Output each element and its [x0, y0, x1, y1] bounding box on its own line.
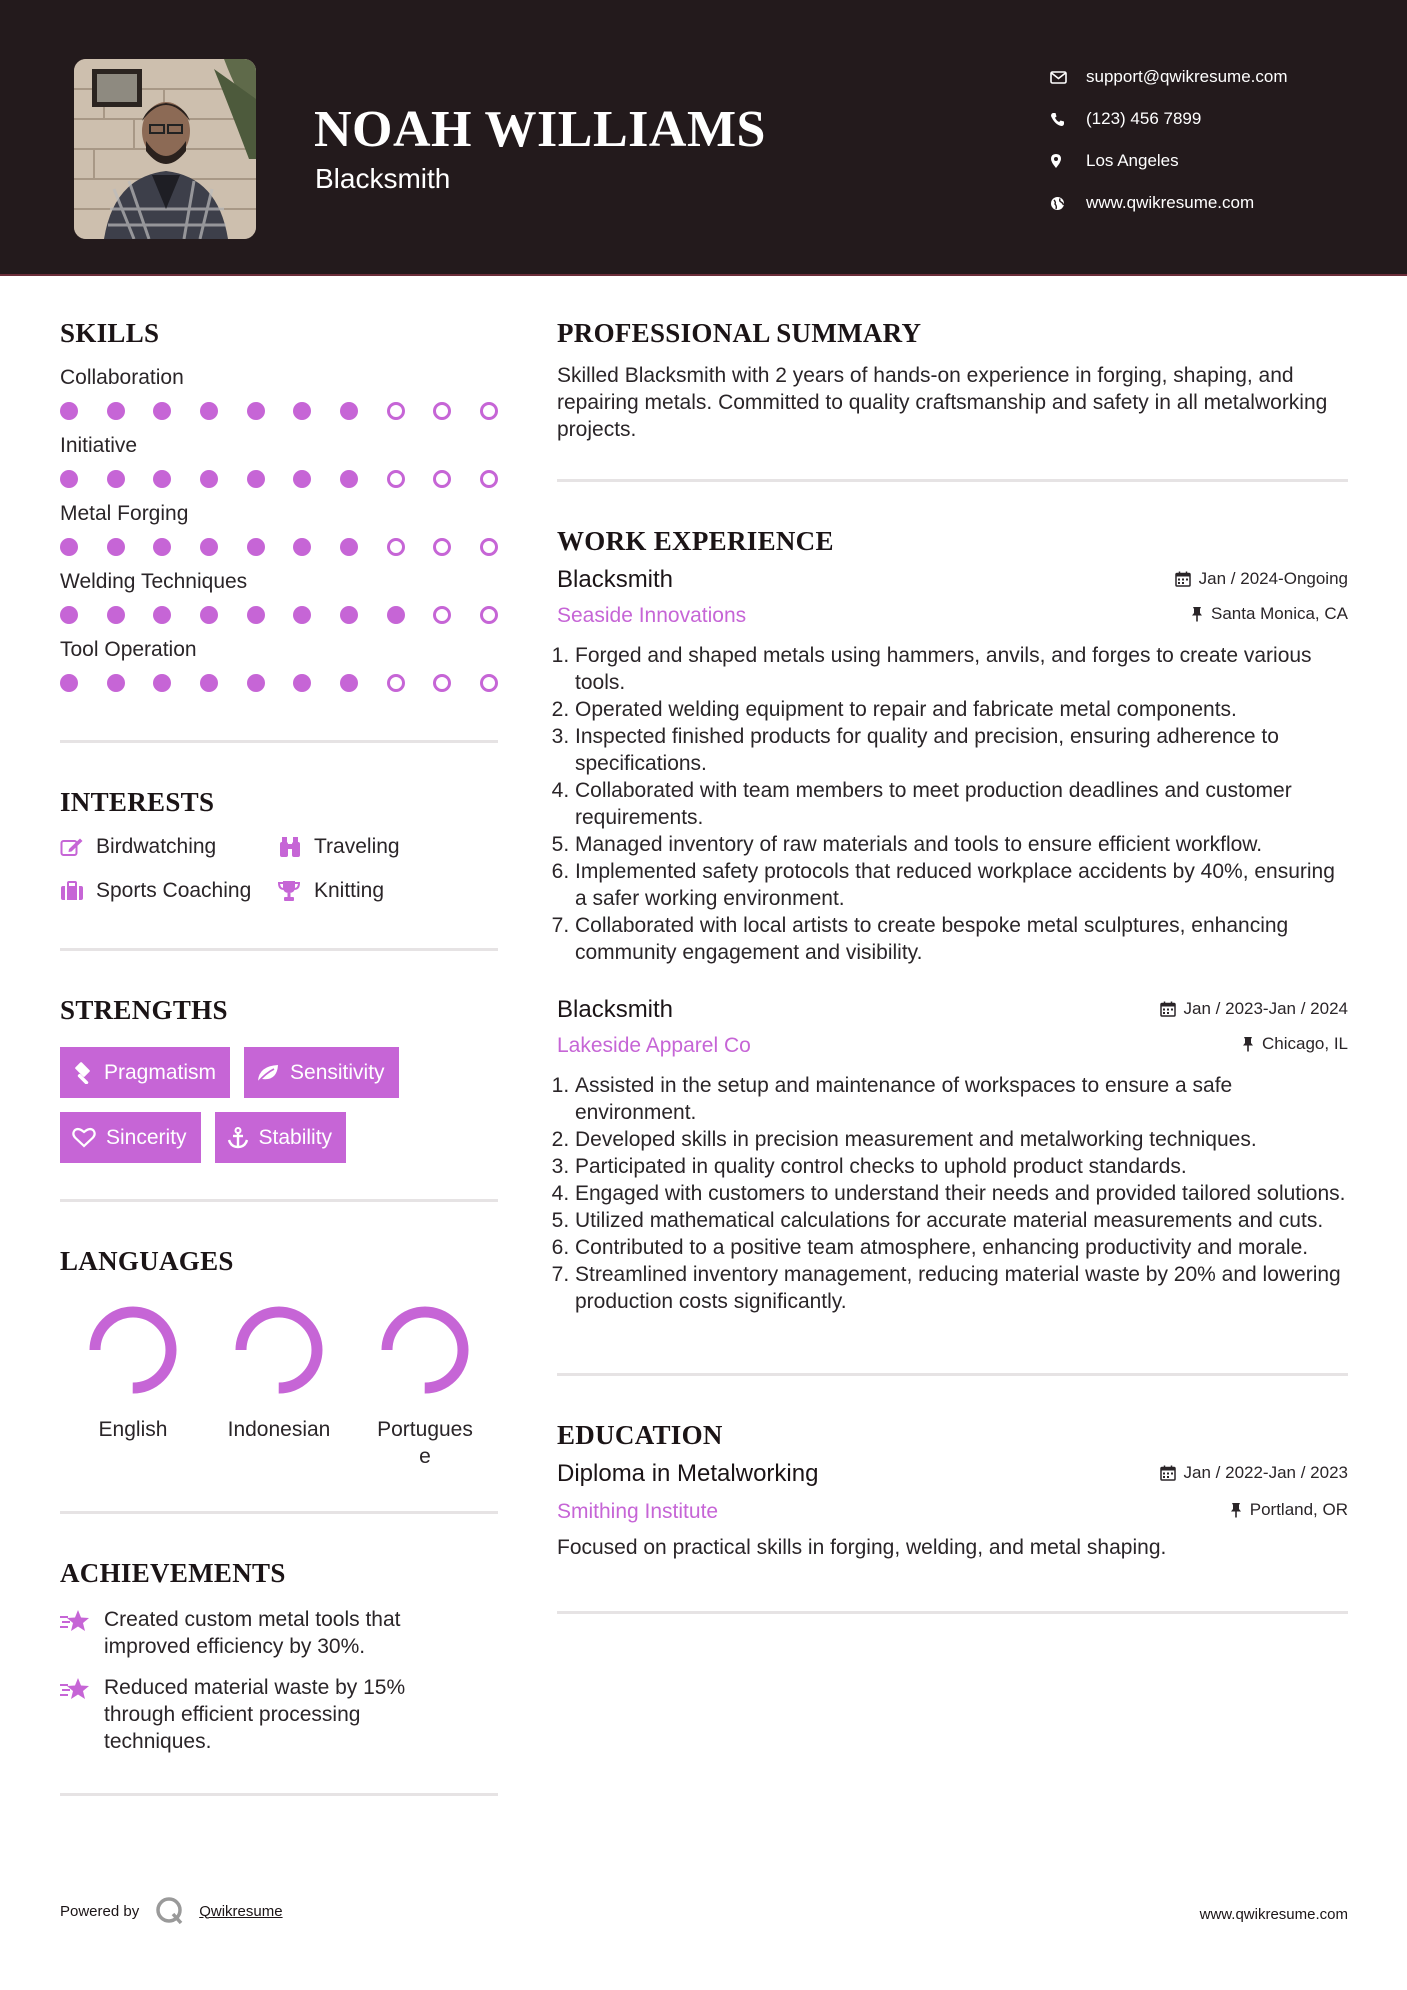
skill-dot-filled: [153, 402, 171, 420]
skill-dot-filled: [200, 606, 218, 624]
education-location-text: Portland, OR: [1249, 1500, 1348, 1519]
job-entry: [557, 996, 1348, 1315]
trophy-icon: [278, 880, 314, 902]
experience-title: WORK EXPERIENCE: [557, 526, 834, 556]
summary-title: PROFESSIONAL SUMMARY: [557, 318, 922, 348]
calendar-icon: [1160, 1465, 1176, 1481]
job-bullet: 3. Participated in quality control checks to uphold product standards.: [575, 1153, 1348, 1180]
contact-location-text: Los Angeles: [1086, 151, 1179, 170]
achievements-title: ACHIEVEMENTS: [60, 1557, 286, 1588]
strengths-list: [60, 1047, 498, 1163]
skill-dot-filled: [60, 606, 78, 624]
skill-dot-filled: [107, 470, 125, 488]
contact-email-text: support@qwikresume.com: [1086, 67, 1288, 86]
strength-chip: [244, 1047, 399, 1098]
anchor-icon: [227, 1127, 249, 1149]
contact-phone[interactable]: [1050, 98, 1288, 140]
summary-section: [557, 318, 1348, 443]
star-icon: [60, 1674, 104, 1755]
job-bullet: 6. Contributed to a positive team atmosphere, enhancing productivity and morale.: [575, 1234, 1348, 1261]
job-location: [1242, 1034, 1348, 1054]
contact-website-text: www.qwikresume.com: [1086, 193, 1255, 212]
right-column: [557, 318, 1348, 1614]
education-degree: Diploma in Metalworking: [557, 1460, 819, 1487]
language-name: Indonesian: [227, 1418, 331, 1441]
job-location: [1191, 604, 1348, 624]
section-divider: [60, 1511, 498, 1514]
language-item: [352, 1302, 498, 1471]
interest-label: Traveling: [314, 835, 400, 858]
job-title: Blacksmith: [557, 996, 674, 1023]
qwikresume-link[interactable]: Qwikresume: [199, 1902, 283, 1920]
contact-website[interactable]: [1050, 182, 1288, 224]
skill-dot-filled: [340, 402, 358, 420]
strength-label: Sincerity: [106, 1125, 187, 1149]
skill-name: Collaboration: [60, 366, 184, 389]
skill-level-dots: [60, 674, 498, 692]
skill-dot-filled: [200, 674, 218, 692]
heart-icon: [72, 1127, 96, 1148]
leaf-icon: [256, 1063, 280, 1083]
interests-list: [60, 835, 498, 903]
skill-dot-empty: [480, 674, 498, 692]
strengths-title: STRENGTHS: [60, 995, 228, 1025]
calendar-icon: [1175, 571, 1191, 587]
language-level-ring: [231, 1302, 327, 1398]
job-bullets: [557, 1072, 1348, 1315]
education-dates: [1160, 1463, 1348, 1483]
footer-site[interactable]: www.qwikresume.com: [1199, 1906, 1348, 1923]
skill-name: Metal Forging: [60, 502, 189, 525]
skill-dot-empty: [480, 606, 498, 624]
language-level-arc: [95, 1312, 171, 1388]
interests-section: [60, 787, 498, 903]
contact-email[interactable]: [1050, 56, 1288, 98]
skill-dot-filled: [107, 606, 125, 624]
strength-chip: [60, 1112, 201, 1163]
achievements-section: [60, 1558, 498, 1755]
achievement-text: Created custom metal tools that improved efficiency by 30%.: [104, 1607, 401, 1658]
section-divider: [557, 479, 1348, 482]
skills-section: [60, 318, 498, 692]
skills-title: SKILLS: [60, 318, 160, 348]
skill-dot-filled: [293, 470, 311, 488]
language-name: English: [98, 1418, 168, 1441]
strength-chip: [60, 1047, 230, 1098]
education-school: Smithing Institute: [557, 1500, 719, 1523]
strength-label: Pragmatism: [104, 1060, 217, 1084]
skill-dot-empty: [433, 674, 451, 692]
job-title: Blacksmith: [557, 566, 674, 593]
edit-icon: [60, 837, 96, 857]
skill-dot-empty: [480, 470, 498, 488]
section-divider: [557, 1373, 1348, 1376]
job-header: [557, 566, 1348, 594]
skill-level-dots: [60, 470, 498, 488]
language-item: [206, 1302, 352, 1471]
skill-dot-filled: [293, 538, 311, 556]
skill-dot-empty: [480, 538, 498, 556]
section-divider: [60, 1793, 498, 1796]
skill-dot-empty: [433, 402, 451, 420]
interests-title: INTERESTS: [60, 787, 215, 817]
job-bullet: 2. Developed skills in precision measurement and metalworking techniques.: [575, 1126, 1348, 1153]
job-bullet: 4. Engaged with customers to understand their needs and provided tailored solutions.: [575, 1180, 1348, 1207]
interest-item: [278, 835, 498, 859]
job-dates-text: Jan / 2023-Jan / 2024: [1183, 999, 1348, 1018]
section-divider: [60, 740, 498, 743]
skill-dot-filled: [153, 538, 171, 556]
skill-dot-filled: [340, 538, 358, 556]
job-bullet: 6. Implemented safety protocols that reduced workplace accidents by 40%, ensuring a safer working environment.: [575, 858, 1348, 912]
education-title: EDUCATION: [557, 1420, 723, 1450]
skill-dot-filled: [247, 470, 265, 488]
language-item: [60, 1302, 206, 1471]
pin-icon: [1191, 606, 1203, 622]
languages-title: LANGUAGES: [60, 1246, 234, 1276]
skill-level-dots: [60, 402, 498, 420]
contact-location: [1050, 140, 1288, 182]
skill-dot-filled: [60, 538, 78, 556]
language-level-arc: [241, 1312, 317, 1388]
skill-dot-filled: [60, 470, 78, 488]
skill-dot-filled: [60, 402, 78, 420]
job-subheader: [557, 604, 1348, 628]
candidate-name: NOAH WILLIAMS: [314, 101, 766, 158]
job-entry: [557, 566, 1348, 966]
section-divider: [60, 1199, 498, 1202]
job-company: Seaside Innovations: [557, 604, 747, 627]
skill-name: Tool Operation: [60, 638, 197, 661]
skill-dot-filled: [293, 402, 311, 420]
languages-section: [60, 1246, 498, 1471]
job-bullet: 1. Assisted in the setup and maintenance of workspaces to ensure a safe environment.: [575, 1072, 1348, 1126]
skill-dot-filled: [200, 402, 218, 420]
language-name: Portugues e: [377, 1418, 473, 1469]
job-bullet: 5. Utilized mathematical calculations for accurate material measurements and cuts.: [575, 1207, 1348, 1234]
skill-dot-filled: [293, 674, 311, 692]
skill-dot-filled: [107, 402, 125, 420]
job-bullet: 3. Inspected finished products for quality and precision, ensuring adherence to specifications.: [575, 723, 1348, 777]
language-level-ring: [85, 1302, 181, 1398]
language-level-arc: [387, 1312, 463, 1388]
skill-dot-empty: [387, 674, 405, 692]
job-subheader: [557, 1034, 1348, 1058]
strength-label: Stability: [258, 1125, 333, 1149]
education-location: [1230, 1500, 1348, 1520]
skill-dot-filled: [200, 470, 218, 488]
skill-dot-filled: [247, 606, 265, 624]
job-bullet: 7. Streamlined inventory management, reducing material waste by 20% and lowering production costs significantly.: [575, 1261, 1348, 1315]
job-bullet: 1. Forged and shaped metals using hammers, anvils, and forges to create various tools.: [575, 642, 1348, 696]
gavel-icon: [72, 1062, 94, 1084]
skills-list: [60, 366, 498, 692]
star-icon: [60, 1606, 104, 1660]
strength-label: Sensitivity: [290, 1060, 385, 1084]
skill-dot-empty: [433, 470, 451, 488]
job-dates-text: Jan / 2024-Ongoing: [1198, 569, 1348, 588]
achievement-item: [60, 1674, 498, 1755]
skill-dot-filled: [153, 674, 171, 692]
job-bullets: [557, 642, 1348, 966]
skill-dot-filled: [60, 674, 78, 692]
skill-dot-empty: [480, 402, 498, 420]
skill-dot-filled: [340, 606, 358, 624]
interest-label: Sports Coaching: [96, 879, 252, 902]
contact-phone-text: (123) 456 7899: [1086, 109, 1202, 128]
strength-chip: [215, 1112, 347, 1163]
phone-icon: [1050, 112, 1086, 127]
skill-dot-filled: [107, 674, 125, 692]
skill-dot-filled: [293, 606, 311, 624]
skill-dot-empty: [387, 538, 405, 556]
summary-text: Skilled Blacksmith with 2 years of hands-on experience in forging, shaping, and repairing metals. Committed to quality craftsmanship and safety in all metalworking projects.: [557, 364, 1328, 441]
job-bullet: 7. Collaborated with local artists to create bespoke metal sculptures, enhancing community engagement and visibility.: [575, 912, 1348, 966]
skill-dot-empty: [387, 470, 405, 488]
binoculars-icon: [278, 836, 314, 858]
interest-item: [60, 879, 278, 903]
job-bullet: 4. Collaborated with team members to meet production deadlines and customer requirements.: [575, 777, 1348, 831]
profile-photo: [74, 59, 256, 239]
skill-level-dots: [60, 538, 498, 556]
skill-dot-filled: [153, 470, 171, 488]
resume-header: [0, 0, 1407, 276]
skill-dot-filled: [153, 606, 171, 624]
section-divider: [60, 948, 498, 951]
skill-dot-filled: [200, 538, 218, 556]
contact-list: [1050, 56, 1288, 224]
job-bullet: 5. Managed inventory of raw materials and tools to ensure efficient workflow.: [575, 831, 1348, 858]
strengths-section: [60, 995, 498, 1163]
skill-name: Welding Techniques: [60, 570, 248, 593]
skill-dot-filled: [247, 402, 265, 420]
calendar-icon: [1160, 1001, 1176, 1017]
left-column: [60, 318, 498, 1796]
skill-dot-empty: [387, 402, 405, 420]
job-header: [557, 996, 1348, 1024]
education-description: Focused on practical skills in forging, welding, and metal shaping.: [557, 1536, 1167, 1559]
skill-dot-empty: [433, 606, 451, 624]
skill-dot-empty: [433, 538, 451, 556]
education-dates-text: Jan / 2022-Jan / 2023: [1183, 1463, 1348, 1482]
experience-section: [557, 526, 1348, 1315]
languages-list: [60, 1302, 498, 1471]
achievement-text: Reduced material waste by 15% through efficient processing techniques.: [104, 1675, 406, 1753]
interest-label: Birdwatching: [96, 835, 217, 858]
briefcase-icon: [60, 881, 96, 901]
skill-dot-filled: [247, 538, 265, 556]
job-dates: [1175, 569, 1348, 589]
location-pin-icon: [1050, 153, 1086, 169]
skill-dot-filled: [340, 470, 358, 488]
globe-icon: [1050, 196, 1086, 211]
skill-dot-filled: [387, 606, 405, 624]
qwikresume-logo-icon: [155, 1896, 185, 1926]
job-location-text: Chicago, IL: [1262, 1034, 1348, 1053]
education-section: [557, 1420, 1348, 1561]
education-subheader: [557, 1500, 1348, 1524]
pin-icon: [1242, 1036, 1254, 1052]
skill-dot-filled: [247, 674, 265, 692]
skill-name: Initiative: [60, 434, 138, 457]
envelope-icon: [1050, 71, 1086, 84]
interest-item: [278, 879, 498, 903]
language-level-ring: [377, 1302, 473, 1398]
achievement-item: [60, 1606, 498, 1660]
interest-label: Knitting: [314, 879, 385, 902]
interest-item: [60, 835, 278, 859]
job-location-text: Santa Monica, CA: [1210, 604, 1348, 623]
footer-powered-by: [60, 1896, 283, 1926]
education-header: [557, 1460, 1348, 1488]
section-divider: [557, 1611, 1348, 1614]
job-bullet: 2. Operated welding equipment to repair and fabricate metal components.: [575, 696, 1348, 723]
skill-dot-filled: [107, 538, 125, 556]
skill-dot-filled: [340, 674, 358, 692]
job-dates: [1160, 999, 1348, 1019]
skill-level-dots: [60, 606, 498, 624]
job-company: Lakeside Apparel Co: [557, 1034, 751, 1057]
powered-by-label: Powered by: [60, 1902, 140, 1920]
pin-icon: [1230, 1502, 1242, 1518]
candidate-role: Blacksmith: [315, 163, 451, 194]
